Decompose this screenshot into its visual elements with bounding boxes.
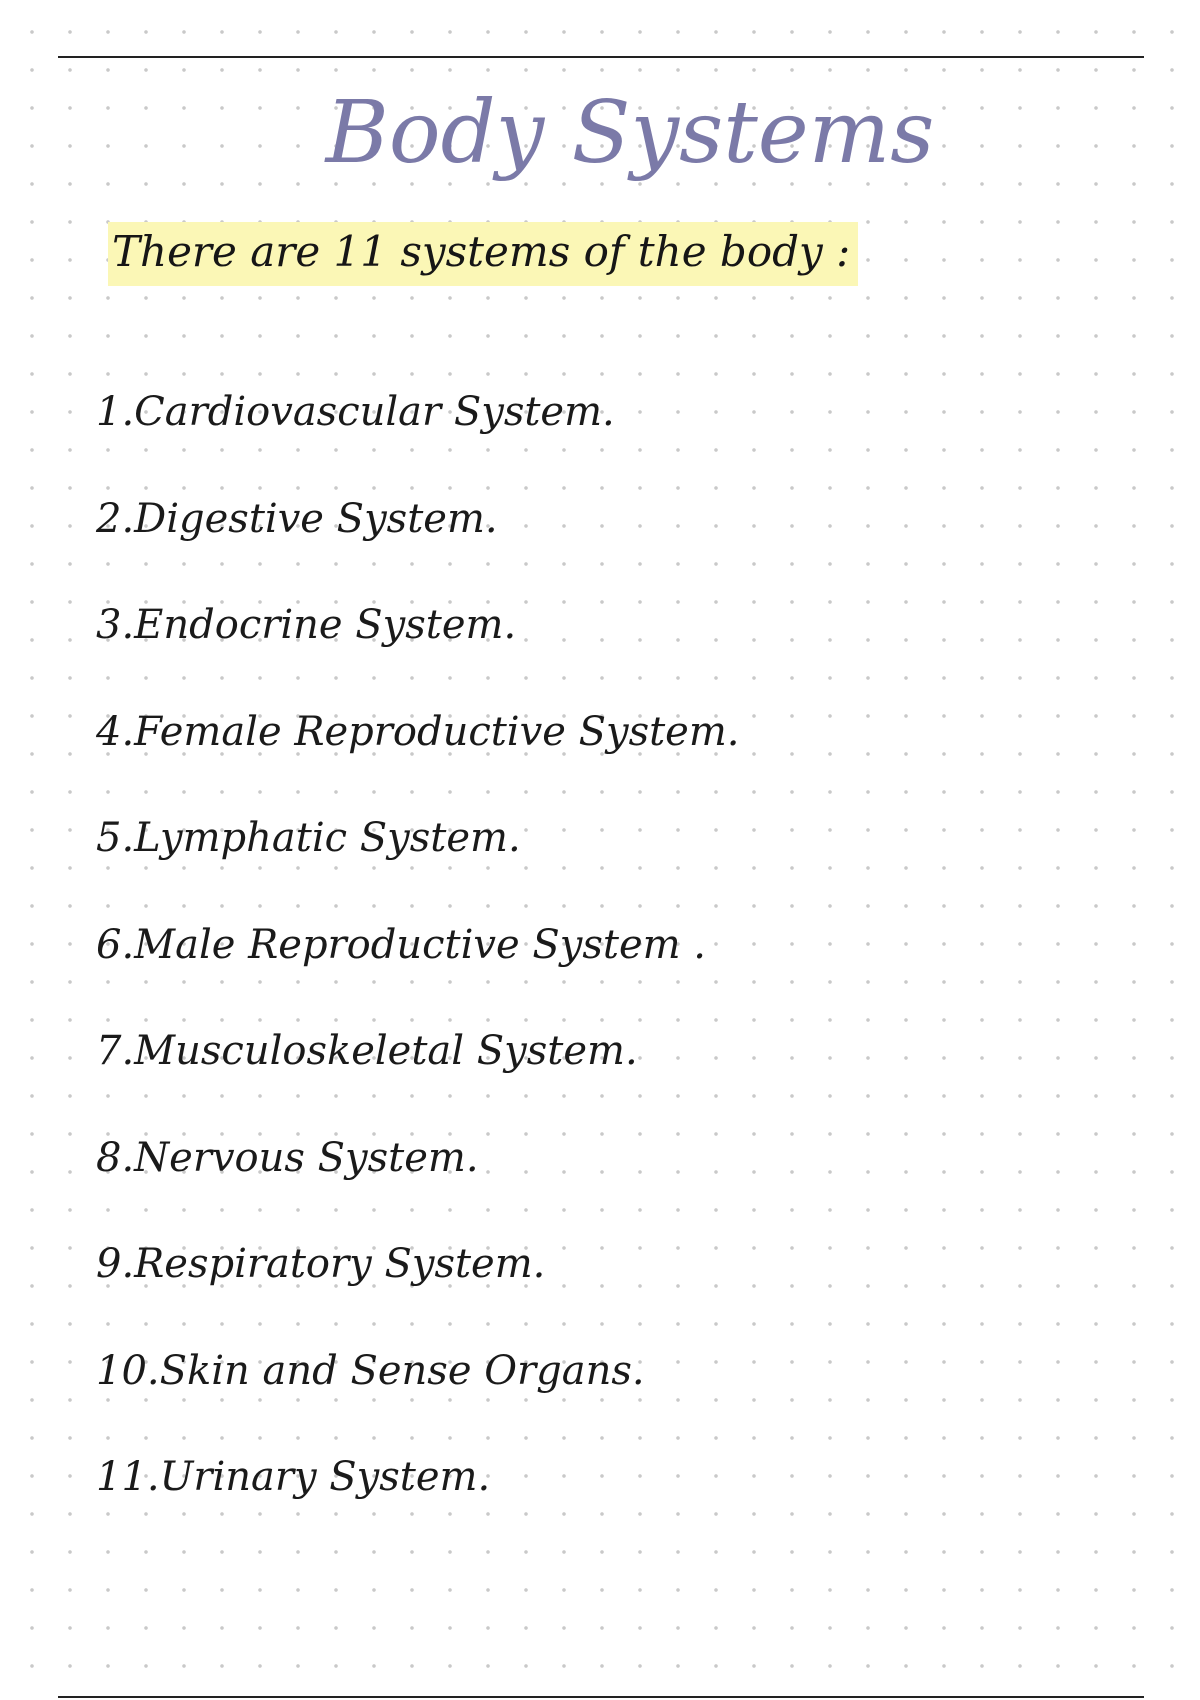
list-item: 9.Respiratory System. bbox=[96, 1241, 546, 1287]
bottom-rule-line bbox=[58, 1696, 1144, 1698]
list-item: 5.Lymphatic System. bbox=[96, 815, 521, 861]
list-item: 10.Skin and Sense Organs. bbox=[96, 1347, 645, 1394]
top-rule-line bbox=[58, 56, 1144, 58]
list-item: 2.Digestive System. bbox=[96, 495, 498, 542]
list-item: 6.Male Reproductive System . bbox=[96, 921, 706, 968]
page-title: Body Systems bbox=[325, 82, 935, 183]
list-item: 11.Urinary System. bbox=[96, 1454, 491, 1500]
list-item: 4.Female Reproductive System. bbox=[96, 708, 740, 755]
list-item: 3.Endocrine System. bbox=[96, 602, 517, 648]
highlighted-intro-text: There are 11 systems of the body : bbox=[108, 222, 858, 286]
list-item: 7.Musculoskeletal System. bbox=[96, 1028, 638, 1074]
list-item: 8.Nervous System. bbox=[96, 1134, 479, 1181]
list-item: 1.Cardiovascular System. bbox=[96, 389, 615, 435]
body-systems-list bbox=[96, 384, 740, 1556]
